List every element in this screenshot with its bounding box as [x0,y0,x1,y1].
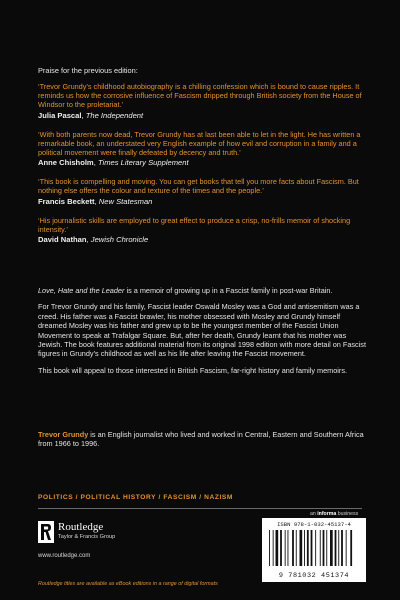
quote-text: ‘This book is compelling and moving. You can get books that tell you more facts about Fascism. But nothing else offers the colour and texture of the times and the people.’ [38,177,359,196]
barcode-bar [304,530,305,566]
barcode-bar [288,530,289,566]
barcode-bar [346,530,347,566]
barcode-bar [280,530,282,566]
quote-text: ‘With both parents now dead, Trevor Grundy has at last been able to let in the light. He has written a remarkable book, an understated very English example of how evil and corruption in a family and a political movement were finally defeated by decency and truth.’ [38,129,361,158]
publication-name: The Independent [85,110,144,120]
description-paragraph: This book will appeal to those interested in British Fascism, far-right history and family memoirs. [38,365,348,375]
barcode-number: 9 781032 451374 [278,572,350,580]
ebook-note: Routledge titles are available as eBook editions in a range of digital formats [38,581,218,587]
barcode-bar [273,530,274,566]
informa-tagline [310,511,358,517]
quote-text: ‘Trevor Grundy’s childhood autobiography is a chilling confession which is bound to cause ripples. It reminds us how the corrosive influence of Fascism dripped through British society from the House of Windsor to the proletariat.’ [38,82,362,110]
isbn-barcode [262,518,366,582]
publisher-website[interactable]: www.routledge.com [38,553,91,559]
publication-name: Times Literary Supplement [97,158,189,168]
book-description [38,286,366,382]
barcode-bar [300,530,303,566]
author-bio [38,430,366,449]
barcode-bar [338,530,339,566]
publication-name: Jewish Chronicle [90,235,149,245]
quote-item [38,130,366,169]
barcode-bar [330,530,333,566]
barcode-bar [350,530,352,566]
barcode-bar [341,530,343,566]
book-title: Love, Hate and the Leader [38,286,125,295]
subject-categories: POLITICS / POLITICAL HISTORY / FASCISM / NAZISM [38,494,234,501]
isbn-label: ISBN 978-1-032-45137-4 [277,521,351,528]
quote-item [38,177,366,206]
barcode-bar [326,530,327,566]
reviewer-name: David Nathan [38,235,87,245]
reviewer-name: Anne Chisholm [38,158,94,168]
publisher-group: Taylor & Francis Group [58,534,116,540]
publisher-name: Routledge [58,521,104,533]
barcode-bar [323,530,325,566]
informa-prefix: an [310,511,318,517]
barcode-bar [269,530,270,566]
barcode-bar [292,530,294,566]
quote-source: Julia Pascal, The Independent [38,110,144,120]
quote-source: David Nathan, Jewish Chronicle [38,235,149,245]
author-name: Trevor Grundy [38,430,89,439]
informa-suffix: business [336,511,359,517]
publication-name: New Statesman [98,196,153,206]
barcode-bar [315,530,316,566]
barcode-bar [335,530,337,566]
divider [38,508,362,509]
routledge-logo-icon [38,521,54,543]
reviewer-name: Francis Beckett [38,196,95,206]
quote-text: ‘His journalistic skills are employed to great effect to produce a crisp, no-frills memoir of shocking intensity.’ [38,215,351,234]
barcode-bar [307,530,309,566]
informa-word: informa [317,511,337,517]
quote-source: Anne Chisholm, Times Literary Supplement [38,158,189,168]
reviewer-name: Julia Pascal [38,110,82,120]
barcode-bar [320,530,321,566]
praise-heading: Praise for the previous edition: [38,66,138,75]
quote-source: Francis Beckett, New Statesman [38,196,153,206]
barcode-bar [285,530,286,566]
quote-item [38,216,366,245]
barcode-bars [267,530,361,574]
barcode-bar [296,530,297,566]
praise-quotes [38,82,366,254]
barcode-bar [276,530,279,566]
description-paragraph: For Trevor Grundy and his family, Fascist leader Oswald Mosley was a God and antisemitism was a creed. His father was a Fascist brawler, his mother obsessed with Mosley and Grundy himself dreamed Mosley was his father and grew up to be the youngest member of the Fascist Union Movement to speak at Trafalgar Square. But, after her death, Grundy learnt that his mother was Jewish. The book features additional material from its original 1998 edition with more detail on Fascist figures in Grundy’s childhood as well as his life after leaving the Fascist movement. [38,302,366,359]
quote-item [38,82,366,121]
description-paragraph [38,286,366,295]
barcode-bar [311,530,313,566]
description-text: is a memoir of growing up in a Fascist family in post-war Britain. [124,286,333,295]
author-bio-text: is an English journalist who lived and worked in Central, Eastern and Southern Africa from 1966 to 1996. [38,430,364,449]
